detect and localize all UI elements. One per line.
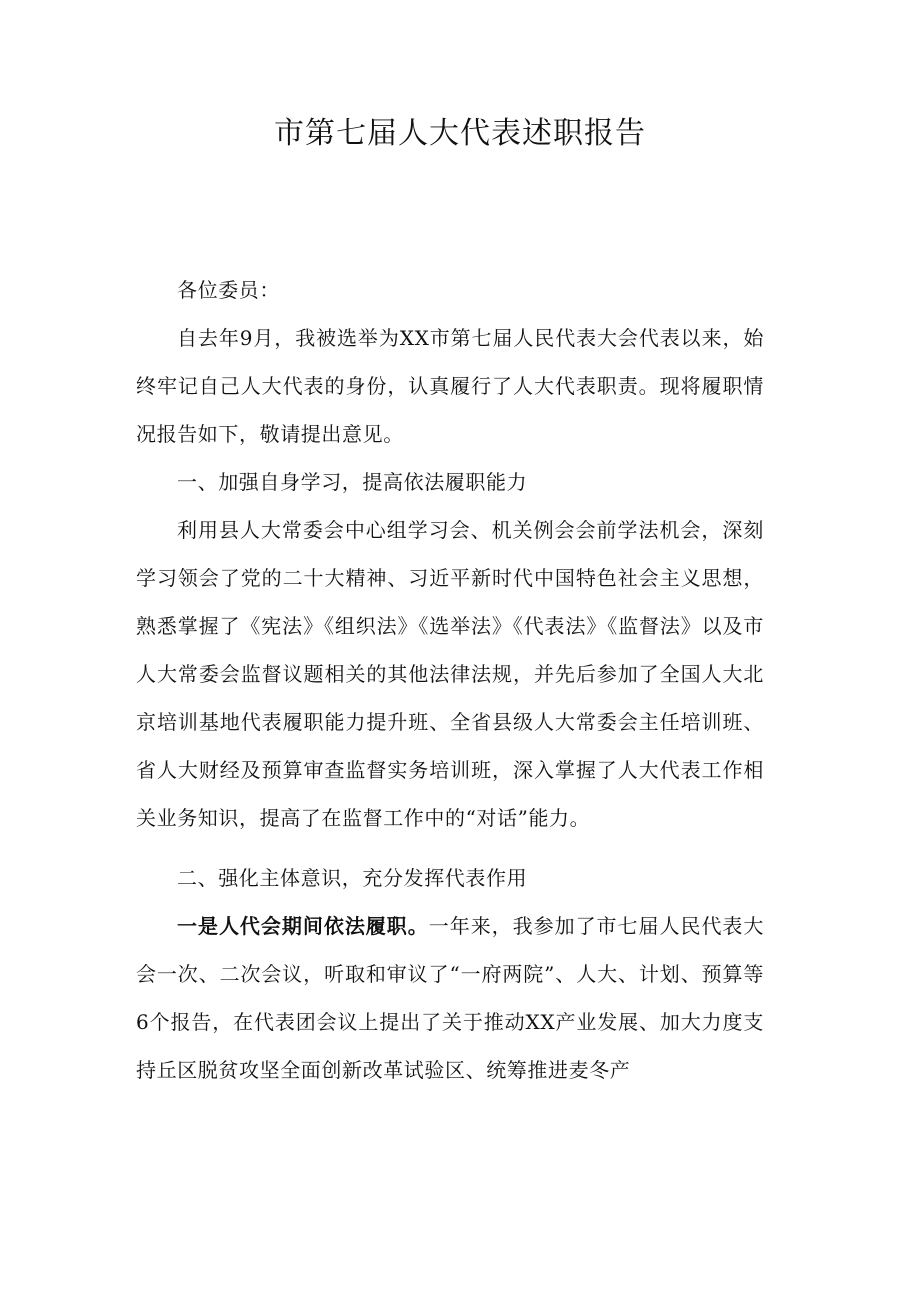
intro-paragraph: 自去年9月，我被选举为XX市第七届人民代表大会代表以来，始终牢记自己人大代表的身份，认真履行了人大代表职责。现将履职情况报告如下，敬请提出意见。 [136,326,764,446]
paragraph-gap [136,842,764,854]
document-title: 市第七届人大代表述职报告 [274,116,646,151]
section-2-text: 一年来，我参加了市七届人民代表大会一次、二次会议，听取和审议了“一府两院”、人大、计划、预算等6个报告，在代表团会议上提出了关于推动XX产业发展、加大力度支持丘区脱贫攻坚全面创新改革试验区、统筹推进麦冬产 [136,914,764,1082]
section-1-heading: 一、加强自身学习，提高依法履职能力 [177,470,528,494]
section-2-lead: 一是人代会期间依法履职。 [177,914,429,938]
section-2-heading: 二、强化主体意识，充分发挥代表作用 [177,866,528,890]
document-body [136,266,764,1094]
section-1-paragraph: 利用县人大常委会中心组学习会、机关例会会前学法机会，深刻学习领会了党的二十大精神、习近平新时代中国特色社会主义思想，熟悉掌握了《宪法》《组织法》《选举法》《代表法》《监督法》以及市人大常委会监督议题相关的其他法律法规，并先后参加了全国人大北京培训基地代表履职能力提升班、全省县级人大常委会主任培训班、省人大财经及预算审查监督实务培训班，深入掌握了人大代表工作相关业务知识，提高了在监督工作中的“对话”能力。 [136,518,764,830]
section-2-paragraph [136,902,764,1094]
salutation: 各位委员： [177,278,280,302]
